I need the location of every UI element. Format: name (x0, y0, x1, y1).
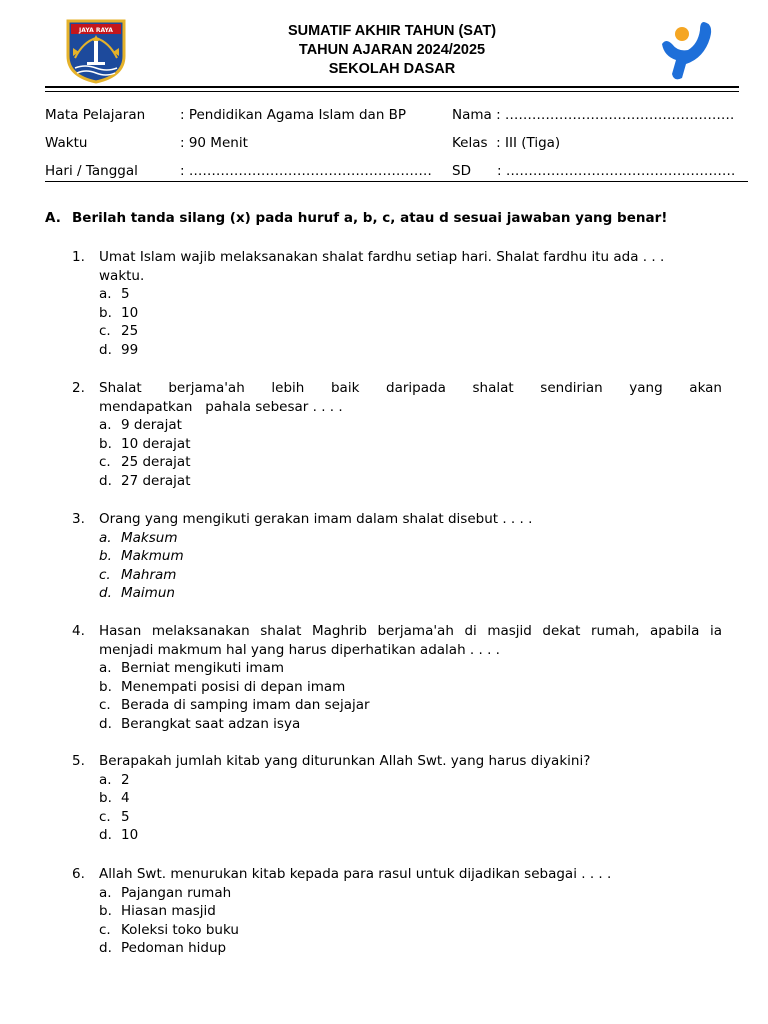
school-label-text: SD (452, 163, 471, 179)
tut-wuri-figure-icon (660, 20, 716, 82)
option-text: Maimun (121, 585, 175, 602)
option-letter: a. (99, 660, 112, 677)
option-a[interactable] (99, 416, 722, 435)
option-list (99, 659, 722, 733)
option-list (99, 529, 722, 603)
option-a[interactable] (99, 285, 722, 304)
option-text: 10 (121, 304, 139, 321)
option-a[interactable] (99, 659, 722, 678)
question-4 (72, 622, 722, 734)
question-text (99, 248, 722, 285)
subject-value: : Pendidikan Agama Islam dan BP (180, 107, 407, 123)
question-number: 3. (72, 511, 85, 527)
option-d[interactable] (99, 826, 722, 845)
option-b[interactable] (99, 435, 722, 454)
question-line: Shalat berjama'ah lebih baik daripada shalat sendirian yang akan (99, 380, 722, 396)
crest-motto: JAYA RAYA (79, 27, 113, 34)
question-line: Allah Swt. menurukan kitab kepada para rasul untuk dijadikan sebagai . . . . (99, 866, 612, 882)
option-text: Koleksi toko buku (121, 921, 239, 938)
question-text (99, 379, 722, 416)
option-text: 2 (121, 771, 130, 788)
header-divider-thick (45, 86, 739, 88)
option-c[interactable] (99, 921, 722, 940)
option-d[interactable] (99, 341, 722, 360)
option-text: Mahram (121, 566, 177, 583)
option-b[interactable] (99, 902, 722, 921)
option-letter: a. (99, 417, 112, 434)
question-number: 1. (72, 249, 85, 265)
option-text: 4 (121, 790, 130, 807)
option-letter: c. (99, 454, 111, 471)
option-text: Berada di samping imam dan sejajar (121, 697, 370, 714)
option-b[interactable] (99, 789, 722, 808)
option-letter: c. (99, 808, 111, 825)
academic-year: TAHUN AJARAN 2024/2025 (298, 42, 486, 58)
date-label: Hari / Tanggal (45, 163, 138, 179)
option-letter: b. (99, 678, 112, 695)
option-text: 25 derajat (121, 454, 191, 471)
class-value: : III (Tiga) (496, 135, 561, 151)
option-text: Maksum (121, 529, 178, 546)
date-field: : ……………………………………………… (180, 163, 432, 179)
school-label (452, 162, 735, 180)
question-line: Umat Islam wajib melaksanakan shalat fardhu setiap hari. Shalat fardhu itu ada . . . (99, 249, 665, 265)
option-c[interactable] (99, 566, 722, 585)
option-text: 99 (121, 341, 139, 358)
school-level: SEKOLAH DASAR (328, 61, 456, 77)
time-label: Waktu (45, 135, 88, 151)
option-list (99, 771, 722, 845)
question-2 (72, 379, 722, 491)
question-line: Berapakah jumlah kitab yang diturunkan Allah Swt. yang harus diyakini? (99, 753, 591, 769)
exam-title-block (200, 22, 584, 79)
option-text: Berangkat saat adzan isya (121, 715, 301, 732)
option-text: 10 (121, 827, 139, 844)
question-line: Orang yang mengikuti gerakan imam dalam shalat disebut . . . . (99, 511, 533, 527)
option-a[interactable] (99, 771, 722, 790)
section-label: A. (45, 210, 61, 226)
option-c[interactable] (99, 453, 722, 472)
option-b[interactable] (99, 678, 722, 697)
question-3 (72, 510, 722, 603)
option-a[interactable] (99, 884, 722, 903)
option-text: 5 (121, 286, 130, 303)
jakarta-crest-icon (65, 18, 127, 84)
option-letter: a. (99, 771, 112, 788)
option-letter: d. (99, 827, 112, 844)
option-text: 25 (121, 323, 139, 340)
question-text (99, 622, 722, 659)
question-text (99, 865, 722, 884)
name-label (452, 106, 734, 124)
option-letter: c. (99, 323, 111, 340)
option-letter: b. (99, 435, 112, 452)
question-number: 2. (72, 380, 85, 396)
option-letter: c. (99, 566, 111, 583)
option-d[interactable] (99, 715, 722, 734)
question-line: Hasan melaksanakan shalat Maghrib berjama'ah di masjid dekat rumah, apabila ia (99, 623, 722, 639)
option-letter: d. (99, 472, 112, 489)
option-text: Menempati posisi di depan imam (121, 678, 346, 695)
option-letter: a. (99, 286, 112, 303)
option-letter: b. (99, 790, 112, 807)
question-line: waktu. (99, 267, 145, 284)
option-letter: a. (99, 529, 112, 546)
option-list (99, 416, 722, 490)
school-field: : …………………………………………… (497, 163, 736, 179)
option-c[interactable] (99, 696, 722, 715)
option-text: 9 derajat (121, 417, 182, 434)
question-line: menjadi makmum hal yang harus diperhatikan adalah . . . . (99, 641, 500, 658)
option-b[interactable] (99, 547, 722, 566)
option-text: 5 (121, 808, 130, 825)
option-text: Hiasan masjid (121, 903, 216, 920)
option-letter: a. (99, 884, 112, 901)
option-letter: d. (99, 585, 112, 602)
option-c[interactable] (99, 322, 722, 341)
question-5 (72, 752, 722, 845)
section-instruction (45, 210, 667, 226)
option-text: Berniat mengikuti imam (121, 660, 284, 677)
question-number: 4. (72, 623, 85, 639)
option-a[interactable] (99, 529, 722, 548)
option-d[interactable] (99, 472, 722, 491)
instruction-text: Berilah tanda silang (x) pada huruf a, b, c, atau d sesuai jawaban yang benar! (72, 210, 668, 226)
option-letter: c. (99, 921, 111, 938)
class-label (452, 134, 560, 152)
question-1 (72, 248, 722, 360)
question-6 (72, 865, 722, 958)
option-d[interactable] (99, 939, 722, 958)
option-text: Pedoman hidup (121, 940, 227, 957)
name-label-text: Nama (452, 107, 492, 123)
option-letter: b. (99, 304, 112, 321)
option-c[interactable] (99, 808, 722, 827)
option-list (99, 884, 722, 958)
question-line: mendapatkan pahala sebesar . . . . (99, 398, 343, 415)
option-text: 27 derajat (121, 472, 191, 489)
subject-label: Mata Pelajaran (45, 107, 146, 123)
option-letter: c. (99, 697, 111, 714)
option-letter: b. (99, 548, 112, 565)
question-number: 6. (72, 866, 85, 882)
name-field: : …………………………………………… (496, 107, 735, 123)
option-letter: d. (99, 341, 112, 358)
option-b[interactable] (99, 304, 722, 323)
exam-title: SUMATIF AKHIR TAHUN (SAT) (287, 23, 497, 39)
option-list (99, 285, 722, 359)
option-text: Pajangan rumah (121, 884, 232, 901)
header-divider-thin (45, 91, 739, 92)
info-divider (45, 181, 748, 182)
option-letter: d. (99, 715, 112, 732)
option-text: Makmum (121, 548, 184, 565)
question-text (99, 752, 722, 771)
question-text (99, 510, 722, 529)
option-text: 10 derajat (121, 435, 191, 452)
option-d[interactable] (99, 584, 722, 603)
option-letter: d. (99, 940, 112, 957)
option-letter: b. (99, 903, 112, 920)
class-label-text: Kelas (452, 135, 488, 151)
question-number: 5. (72, 753, 85, 769)
time-value: : 90 Menit (180, 135, 248, 151)
